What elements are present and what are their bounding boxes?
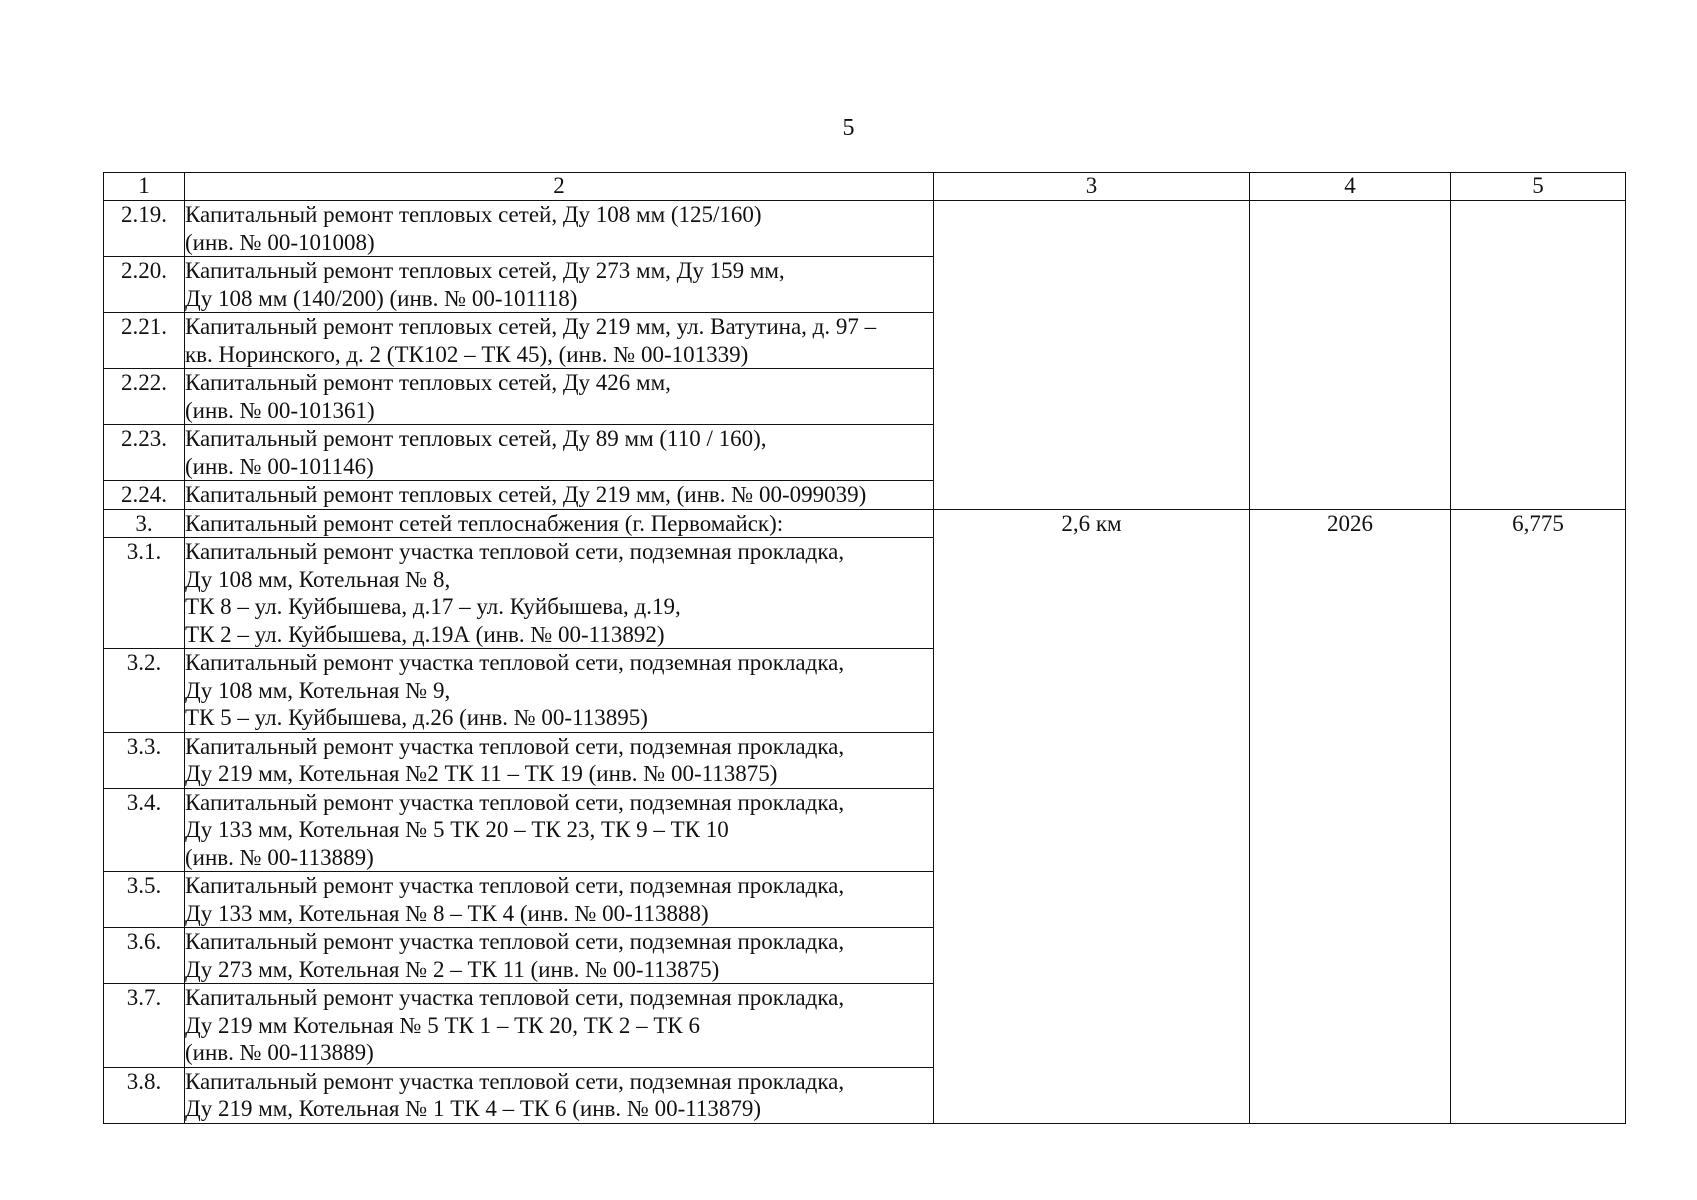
description-line: Капитальный ремонт участка тепловой сети, подземная прокладка, [185, 650, 845, 675]
description-line: Ду 108 мм, Котельная № 8, [185, 566, 451, 592]
description-line: Капитальный ремонт участка тепловой сети, подземная прокладка, [185, 985, 845, 1010]
row-description [185, 425, 934, 481]
description-line: Ду 219 мм, Котельная №2 ТК 11 – ТК 19 (инв. № 00-113875) [185, 761, 778, 786]
description-line: Капитальный ремонт тепловых сетей, Ду 273 мм, Ду 159 мм, [185, 258, 785, 283]
row-number: 3.8. [104, 1067, 185, 1123]
row-description [185, 509, 934, 538]
row-description [185, 538, 934, 649]
row-description [185, 201, 934, 257]
header-col-1: 1 [104, 173, 185, 201]
table-row [104, 201, 1626, 257]
description-line: (инв. № 00-101146) [185, 453, 374, 479]
description-line: Ду 273 мм, Котельная № 2 – ТК 11 (инв. № 00-113875) [185, 956, 720, 982]
description-line: Капитальный ремонт участка тепловой сети, подземная прокладка, [185, 789, 845, 815]
description-line: Ду 219 мм Котельная № 5 ТК 1 – ТК 20, ТК 2 – ТК 6 [185, 1012, 701, 1038]
description-line: кв. Норинского, д. 2 (ТК102 – ТК 45), (инв. № 00-101339) [185, 341, 749, 367]
row-number: 3.4. [104, 788, 185, 872]
row-number: 2.22. [104, 369, 185, 425]
work-table [103, 172, 1626, 1124]
description-line: Ду 219 мм, Котельная № 1 ТК 4 – ТК 6 (инв. № 00-113879) [185, 1096, 762, 1121]
row-number: 2.24. [104, 481, 185, 510]
description-line: Ду 108 мм (140/200) (инв. № 00-101118) [185, 285, 578, 311]
row-description [185, 872, 934, 928]
description-line: (инв. № 00-101361) [185, 397, 375, 423]
description-line: (инв. № 00-101008) [185, 229, 375, 255]
row-number: 2.20. [104, 257, 185, 313]
description-line: Капитальный ремонт участка тепловой сети, подземная прокладка, [185, 733, 845, 759]
description-line: Капитальный ремонт участка тепловой сети, подземная прокладка, [185, 1068, 845, 1094]
row-description [185, 984, 934, 1068]
empty-cell-col-4 [1250, 201, 1451, 510]
row-number: 3. [104, 509, 185, 538]
row-number: 3.3. [104, 732, 185, 788]
description-line: Капитальный ремонт тепловых сетей, Ду 219 мм, ул. Ватутина, д. 97 – [185, 314, 877, 339]
description-line: Капитальный ремонт тепловых сетей, Ду 426 мм, [185, 370, 671, 395]
row-number: 3.2. [104, 649, 185, 733]
header-col-4: 4 [1250, 173, 1451, 201]
description-line: (инв. № 00-113889) [185, 844, 374, 870]
row-description [185, 732, 934, 788]
row-description [185, 313, 934, 369]
row-description [185, 481, 934, 510]
row-number: 2.19. [104, 201, 185, 257]
description-line: Капитальный ремонт участка тепловой сети, подземная прокладка, [185, 539, 845, 564]
description-line: Ду 133 мм, Котельная № 5 ТК 20 – ТК 23, ТК 9 – ТК 10 [185, 817, 729, 842]
header-col-3: 3 [934, 173, 1250, 201]
row-description [185, 257, 934, 313]
row-description [185, 788, 934, 872]
description-line: ТК 2 – ул. Куйбышева, д.19А (инв. № 00-113892) [185, 621, 665, 647]
page-number: 5 [842, 115, 855, 141]
description-line: ТК 5 – ул. Куйбышева, д.26 (инв. № 00-113895) [185, 705, 648, 730]
description-line: (инв. № 00-113889) [185, 1040, 374, 1065]
row-description [185, 649, 934, 733]
row-number: 3.5. [104, 872, 185, 928]
row-number: 3.7. [104, 984, 185, 1068]
row-number: 2.21. [104, 313, 185, 369]
description-line: Ду 108 мм, Котельная № 9, [185, 677, 451, 703]
amount-value: 6,775 [1451, 509, 1626, 1123]
empty-cell-col-3 [934, 201, 1250, 510]
description-line: Капитальный ремонт тепловых сетей, Ду 108 мм (125/160) [185, 202, 762, 227]
row-number: 3.1. [104, 538, 185, 649]
row-description [185, 928, 934, 984]
description-line: Капитальный ремонт тепловых сетей, Ду 89 мм (110 / 160), [185, 426, 767, 451]
row-number: 3.6. [104, 928, 185, 984]
empty-cell-col-5 [1451, 201, 1626, 510]
row-number: 2.23. [104, 425, 185, 481]
description-line: ТК 8 – ул. Куйбышева, д.17 – ул. Куйбышева, д.19, [185, 594, 681, 619]
header-col-2: 2 [185, 173, 934, 201]
year-value: 2026 [1250, 509, 1451, 1123]
header-row [104, 173, 1626, 201]
row-description [185, 1067, 934, 1123]
description-line: Капитальный ремонт участка тепловой сети, подземная прокладка, [185, 929, 845, 954]
description-line: Капитальный ремонт тепловых сетей, Ду 219 мм, (инв. № 00-099039) [185, 482, 867, 507]
table-row-section [104, 509, 1626, 538]
description-line: Капитальный ремонт сетей теплоснабжения (г. Первомайск): [185, 510, 784, 536]
row-description [185, 369, 934, 425]
header-col-5: 5 [1451, 173, 1626, 201]
length-value: 2,6 км [934, 509, 1250, 1123]
description-line: Капитальный ремонт участка тепловой сети, подземная прокладка, [185, 873, 845, 898]
description-line: Ду 133 мм, Котельная № 8 – ТК 4 (инв. № 00-113888) [185, 900, 709, 926]
